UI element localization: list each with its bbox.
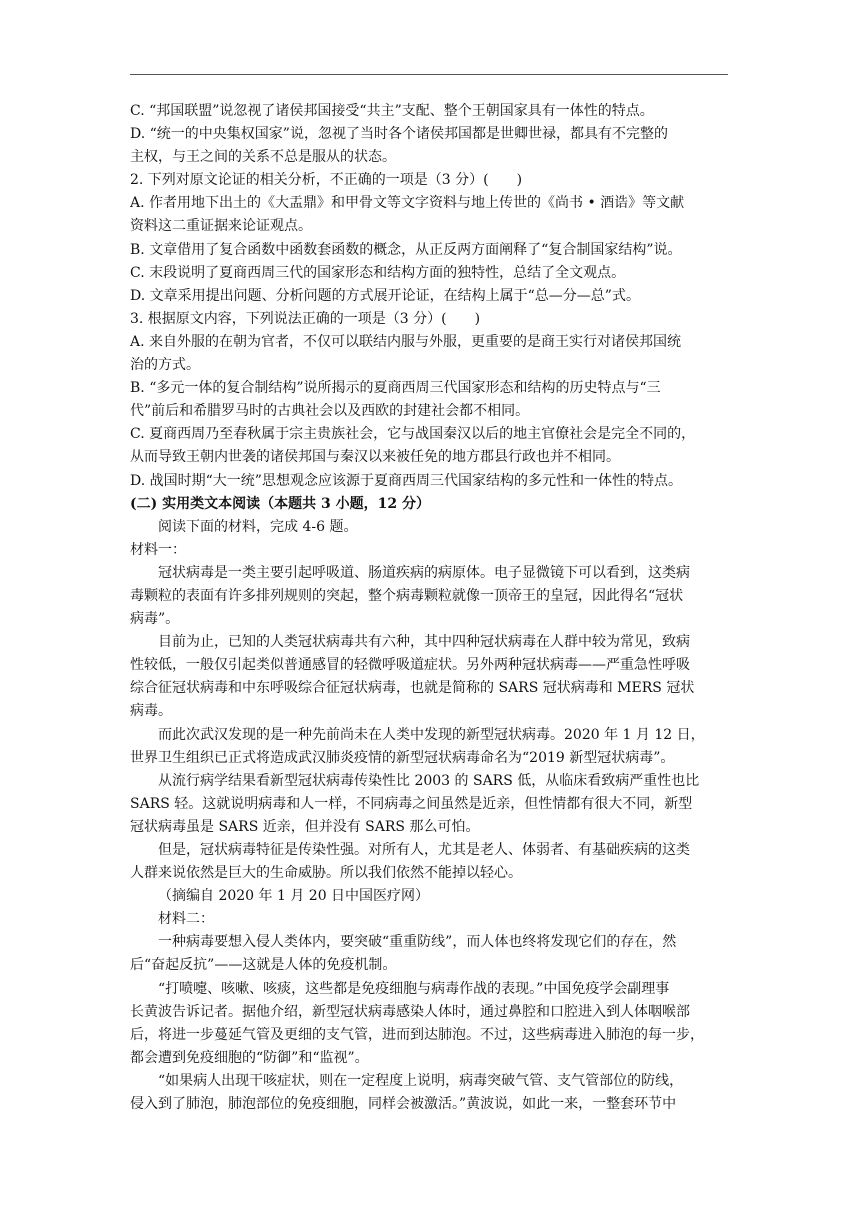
text-line: “如果病人出现干咳症状，则在一定程度上说明，病毒突破气管、支气管部位的防线， xyxy=(158,1072,684,1089)
text-line: 但是，冠状病毒特征是传染性强。对所有人，尤其是老人、体弱者、有基础疾病的这类 xyxy=(158,842,690,858)
text-line: 都会遭到免疫细胞的“防御”和“监视”。 xyxy=(130,1049,369,1066)
text-line: 2. 下列对原文论证的相关分析，不正确的一项是（3 分）( ) xyxy=(130,172,523,189)
text-line: 材料一： xyxy=(130,541,186,558)
text-line: 冠状病毒是一类主要引起呼吸道、肠道疾病的病原体。电子显微镜下可以看到，这类病 xyxy=(158,564,690,581)
text-line: 侵入到了肺泡，肺泡部位的免疫细胞，同样会被激活。”黄波说，如此一来，一整套环节中 xyxy=(130,1096,677,1113)
text-line: C. “邦国联盟”说忽视了诸侯邦国接受“共主”支配、整个王朝国家具有一体性的特点。 xyxy=(130,103,654,119)
text-line: SARS 轻。这就说明病毒和人一样，不同病毒之间虽然是近亲，但性情都有很大不同，新型 xyxy=(130,795,693,812)
text-line: 一种病毒要想入侵人类体内，要突破“重重防线”，而人体也终将发现它们的存在，然 xyxy=(158,934,677,951)
text-line: 目前为止，已知的人类冠状病毒共有六种，其中四种冠状病毒在人群中较为常见，致病 xyxy=(158,634,690,651)
text-line: 后，将进一步蔓延气管及更细的支气管，进而到达肺泡。不过，这些病毒进入肺泡的每一步， xyxy=(130,1026,704,1043)
text-line: C. 夏商西周乃至春秋属于宗主贵族社会，它与战国秦汉以后的地主官僚社会是完全不同的， xyxy=(130,426,696,443)
text-line: A. 来自外服的在朝为官者，不仅可以联结内服与外服，更重要的是商王实行对诸侯邦国统 xyxy=(130,333,682,350)
text-line: 而此次武汉发现的是一种先前尚未在人类中发现的新型冠状病毒。2020 年 1 月 12 日， xyxy=(158,726,705,743)
text-line: 世界卫生组织已正式将造成武汉肺炎疫情的新型冠状病毒命名为“2019 新型冠状病毒”。 xyxy=(130,749,675,766)
text-line: 人群来说依然是巨大的生命威胁。所以我们依然不能掉以轻心。 xyxy=(130,865,522,882)
section-heading: (二) 实用类文本阅读（本题共 3 小题，12 分） xyxy=(130,495,430,512)
text-line: 代”前后和希腊罗马时的古典社会以及西欧的封建社会都不相同。 xyxy=(130,403,530,420)
text-line: 治的方式。 xyxy=(130,357,200,374)
text-line: 从而导致王朝内世袭的诸侯邦国与秦汉以来被任免的地方郡县行政也并不相同。 xyxy=(130,449,620,466)
text-line: 从流行病学结果看新型冠状病毒传染性比 2003 的 SARS 低，从临床看致病严重性也比 xyxy=(158,772,700,789)
text-line: A. 作者用地下出土的《大盂鼎》和甲骨文等文字资料与地上传世的《尚书 • 酒诰》等文献 xyxy=(130,195,685,212)
text-line: 资料这二重证据来论证观点。 xyxy=(130,218,312,235)
document-body xyxy=(130,100,730,1116)
text-line: 综合征冠状病毒和中东呼吸综合征冠状病毒，也就是简称的 SARS 冠状病毒和 MERS 冠状 xyxy=(130,680,695,697)
text-line: 主权，与王之间的关系不总是服从的状态。 xyxy=(130,149,396,166)
text-line: 3. 根据原文内容，下列说法正确的一项是（3 分）( ) xyxy=(130,310,481,327)
text-line: 病毒。 xyxy=(130,703,172,720)
text-line: 毒颗粒的表面有许多排列规则的突起，整个病毒颗粒就像一顶帝王的皇冠，因此得名“冠状 xyxy=(130,587,684,604)
text-line: D. 战国时期“大一统”思想观念应该源于夏商西周三代国家结构的多元性和一体性的特点。 xyxy=(130,472,682,489)
text-line: 后“奋起反抗”——这就是人体的免疫机制。 xyxy=(130,957,397,974)
text-line: 材料二： xyxy=(158,911,214,928)
header-rule xyxy=(130,74,728,75)
text-line: B. “多元一体的复合制结构”说所揭示的夏商西周三代国家形态和结构的历史特点与“三 xyxy=(130,380,661,397)
text-line: D. “统一的中央集权国家”说，忽视了当时各个诸侯邦国都是世卿世禄，都具有不完整的 xyxy=(130,126,668,143)
text-line: 长黄波告诉记者。据他介绍，新型冠状病毒感染人体时，通过鼻腔和口腔进入到人体咽喉部 xyxy=(130,1003,690,1020)
text-line: 冠状病毒虽是 SARS 近亲，但并没有 SARS 那么可怕。 xyxy=(130,818,480,835)
text-line: “打喷嚏、咳嗽、咳痰，这些都是免疫细胞与病毒作战的表现。”中国免疫学会副理事 xyxy=(158,980,670,997)
text-line: B. 文章借用了复合函数中函数套函数的概念，从正反两方面阐释了“复合制国家结构”说。 xyxy=(130,241,682,258)
text-line: D. 文章采用提出问题、分析问题的方式展开论证，在结构上属于“总—分—总”式。 xyxy=(130,287,640,304)
text-line: 性较低，一般仅引起类似普通感冒的轻微呼吸道症状。另外两种冠状病毒——严重急性呼吸 xyxy=(130,657,690,674)
text-line: 阅读下面的材料，完成 4-6 题。 xyxy=(158,518,358,535)
text-line: （摘编自 2020 年 1 月 20 日中国医疗网） xyxy=(158,888,430,905)
text-line: C. 末段说明了夏商西周三代的国家形态和结构方面的独特性，总结了全文观点。 xyxy=(130,264,626,281)
text-line: 病毒”。 xyxy=(130,611,180,628)
